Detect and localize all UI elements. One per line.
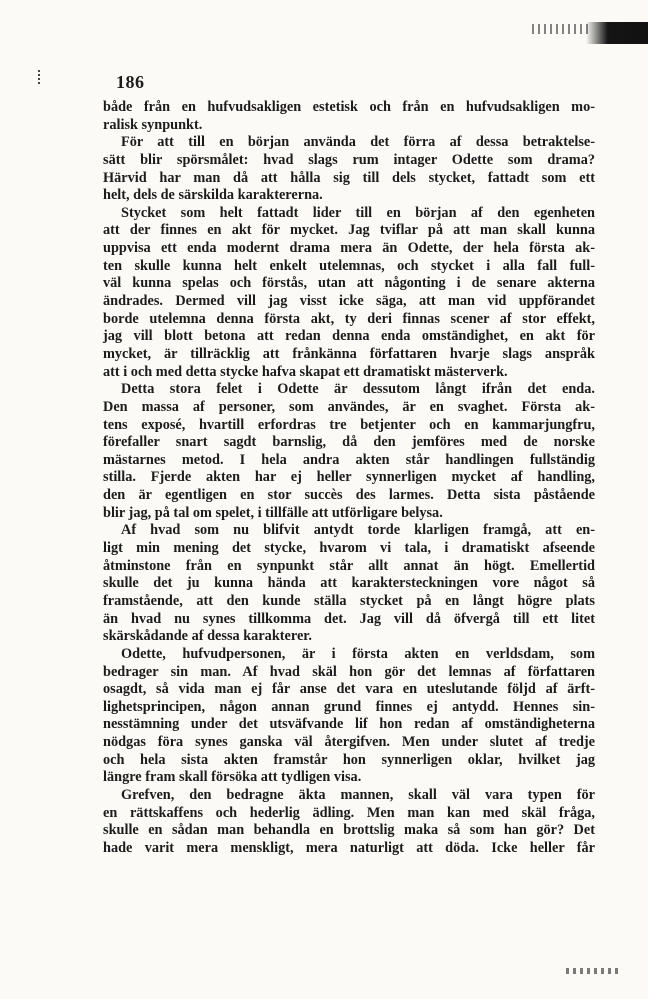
text-line: än hvad nu synes tillkomma det. Jag vill då öfvergå till ett litet [103,610,595,627]
text-line: Detta stora felet i Odette är dessutom långt ifrån det enda. [121,381,595,398]
body-text [103,99,595,858]
text-line: nesstämning under det utsväfvande lif hon redan af omständigheterna [103,716,595,733]
margin-mark [38,70,42,84]
text-line: borde utelemna denna första akt, ty deri finnas scener af stor effekt, [103,310,595,327]
text-line: tens exposé, hvartill erfordras tre betjenter och en kammarjungfru, [103,416,595,433]
text-line: Grefven, den bedragne äkta mannen, skall väl vara typen för [121,786,595,803]
text-line: och hela sista akten framstår hon synnerligen oklar, hvilket jag [103,751,595,768]
text-line: nödgas föra synes ganska väl återgifven. Men under slutet af tredje [103,734,595,751]
text-line: jag vill blott betona att redan denna enda omständighet, en akt för [103,328,595,345]
text-line: ändrades. Dermed vill jag visst icke säga, att man vid uppförandet [103,293,595,310]
text-line: Odette, hufvudpersonen, är i första akten en verldsdam, som [121,645,595,662]
text-line: Härvid har man då att hålla sig till dels stycket, fattadt som ett [103,169,595,186]
text-line: framstående, att den kunde ställa stycket på en långt högre plats [103,592,595,609]
scan-noise-bottom [566,968,618,974]
text-line: en rättskaffens och hederlig ädling. Men man kan med skäl fråga, [103,804,595,821]
text-line: sätt blir spörsmålet: hvad slags rum intager Odette som drama? [103,151,595,168]
text-line: uppvisa ett enda modernt drama mera än Odette, der hela första ak- [103,240,595,257]
text-line: förefaller snart sagdt barnslig, då den jemföres med de norske [103,434,595,451]
text-line: lighetsprincipen, någon annan grund finnes ej antydd. Hennes sin- [103,698,595,715]
text-line: ralisk synpunkt. [103,116,203,133]
text-line: helt, dels de särskilda karaktererna. [103,187,323,204]
text-line: längre fram skall försöka att tydligen visa. [103,769,362,786]
text-line: att der finnes en akt för mycket. Jag tviflar på att man skall kunna [103,222,595,239]
scan-noise-top [532,24,592,34]
text-line: hade varit mera menskligt, mera naturligt att döda. Icke heller får [103,839,595,856]
text-line: ten skulle kunna helt enkelt utelemnas, och stycket i alla fall full- [103,257,595,274]
text-line: Stycket som helt fattadt lider till en början af den egenheten [121,204,595,221]
text-line: bedrager sin man. Af hvad skäl hon gör det lemnas af författaren [103,663,595,680]
text-line: Den massa af personer, som användes, är en svaghet. Första ak- [103,398,595,415]
text-line: mycket, är tillräcklig att frånkänna författaren hvarje slags anspråk [103,345,595,362]
text-line: Af hvad som nu blifvit antydt torde klarligen framgå, att en- [121,522,595,539]
text-line: skulle en sådan man behandla en brottslig maka så som han gör? Det [103,822,595,839]
text-line: blir jag, på tal om spelet, i tillfälle att utförligare belysa. [103,504,443,521]
text-line: ligt min mening det stycke, hvarom vi tala, i dramatiskt afseende [103,540,595,557]
text-line: skärskådande af dessa karakterer. [103,628,312,645]
text-line: både från en hufvudsakligen estetisk och från en hufvudsakligen mo- [103,99,595,115]
text-line: väl kunna spelas och förstås, utan att någonting i de senare akterna [103,275,595,292]
text-line: att i och med detta stycke hafva skapat ett dramatiskt mästerverk. [103,363,508,380]
scan-edge-shadow [586,22,648,44]
text-line: den är egentligen en stor succès des larmes. Detta sista påstående [103,487,595,504]
text-line: skulle det ju kunna hända att karaktersteckningen vore något så [103,575,595,592]
text-line: stilla. Fjerde akten har ej heller synnerligen mycket af handling, [103,469,595,486]
text-line: För att till en början använda det förra af dessa betraktelse- [121,134,595,151]
text-line: åtminstone från en synpunkt står allt annat än högt. Emellertid [103,557,595,574]
text-line: mästarnes metod. I hela andra akten står handlingen fullständig [103,451,595,468]
text-line: osagdt, så vida man ej får anse det vara en uteslutande följd af ärft- [103,681,595,698]
page-number: 186 [116,72,145,92]
